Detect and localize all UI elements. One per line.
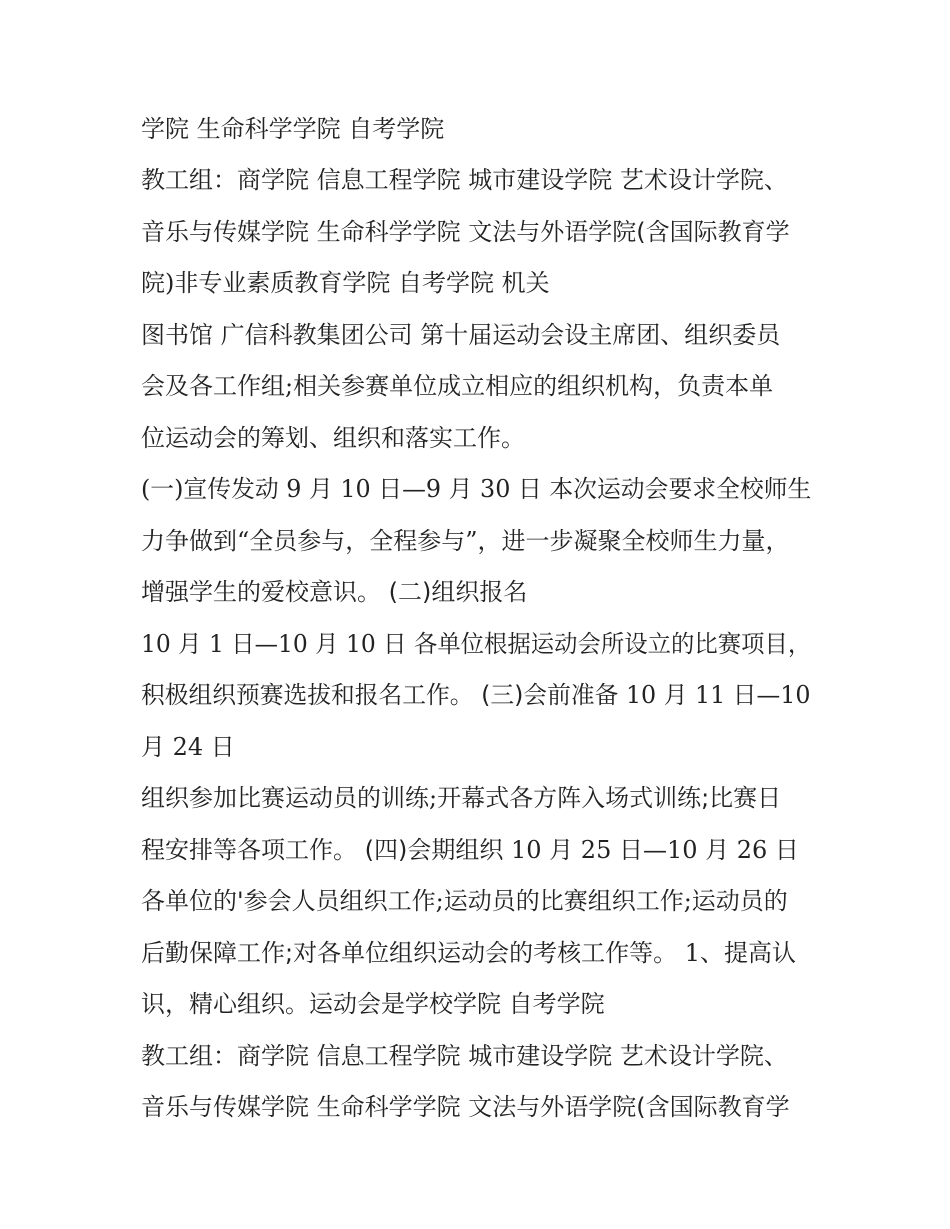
text-run: 组织报名 — [431, 578, 528, 606]
text-run: 会期组织 10 月 25 日—10 月 26 日 — [407, 836, 799, 864]
text-run: 程安排等各项工作。 — [141, 836, 365, 864]
text-run: 图书馆 广信科教集团公司 第十届运动会设主席团、组织委员 — [141, 321, 781, 349]
text-run: 后勤保障工作;对各单位组织运动会的考核工作等。 — [141, 939, 685, 967]
text-run: 教工组：商学院 信息工程学院 城市建设学院 艺术设计学院、 — [141, 1042, 788, 1070]
text-run: 组织参加比赛运动员的训练; — [141, 784, 438, 812]
text-line — [141, 886, 788, 917]
text-run: 参会人员组织工作;运动员的比赛组织工作;运动员的 — [243, 887, 788, 915]
text-line — [141, 474, 811, 505]
text-line — [141, 320, 780, 351]
text-run: 会前准备 10 月 11 日—10 — [523, 681, 811, 709]
text-run: 院)非专业素质教育学院 自考学院 机关 — [141, 269, 550, 297]
text-line — [141, 165, 788, 196]
text-run: 增强学生的爱校意识。 (二) — [141, 578, 432, 606]
text-line — [141, 783, 781, 814]
text-line — [141, 114, 444, 145]
text-run: 识，精心组织。运动会是学校学院 自考学院 — [141, 990, 605, 1018]
text-run: 音乐与传媒学院 生命科学学院 文法与外语学院(含国际教育学 — [141, 218, 790, 246]
text-line — [141, 1041, 788, 1072]
text-run: 教工组：商学院 信息工程学院 城市建设学院 艺术设计学院、 — [141, 166, 788, 194]
text-run: 音乐与传媒学院 生命科学学院 文法与外语学院(含国际教育学 — [141, 1093, 790, 1121]
text-line — [141, 938, 796, 969]
text-run: (一) — [141, 475, 184, 503]
text-run: 1、提高认 — [684, 939, 796, 967]
text-line — [141, 732, 235, 763]
text-run: 10 月 1 日—10 月 10 日 各单位根据运动会所设立的比赛项目， — [141, 630, 812, 658]
text-run: 学院 生命科学学院 自考学院 — [141, 115, 445, 143]
text-run: 开幕式各方阵入场式训练;比赛日 — [437, 784, 782, 812]
text-run: 月 24 日 — [141, 733, 235, 761]
text-line — [141, 371, 773, 402]
text-run: 9 月 10 日—9 月 30 日 本次运动会要求全校师生 — [278, 475, 812, 503]
text-line — [141, 268, 550, 299]
text-line — [141, 629, 811, 660]
text-run: 相关参赛单位成立相应的组织机构，负责本单 — [293, 372, 774, 400]
text-run: 力争做到“全员参与，全程参与”，进一步凝聚全校师生力量， — [141, 527, 790, 555]
text-line — [141, 1092, 790, 1123]
text-run: 宣传发动 — [183, 475, 279, 503]
text-line — [141, 526, 790, 557]
text-run: 位运动会的筹划、组织和落实工作。 — [141, 424, 525, 452]
text-line — [141, 680, 811, 711]
text-run: 会及各工作组; — [141, 372, 294, 400]
text-line — [141, 217, 790, 248]
text-line — [141, 423, 525, 454]
text-run: (四) — [364, 836, 408, 864]
text-run: 各单位的' — [141, 887, 244, 915]
text-line — [141, 835, 799, 866]
text-run: 积极组织预赛选拔和报名工作。 (三) — [141, 681, 524, 709]
text-line — [141, 577, 527, 608]
text-line — [141, 989, 605, 1020]
